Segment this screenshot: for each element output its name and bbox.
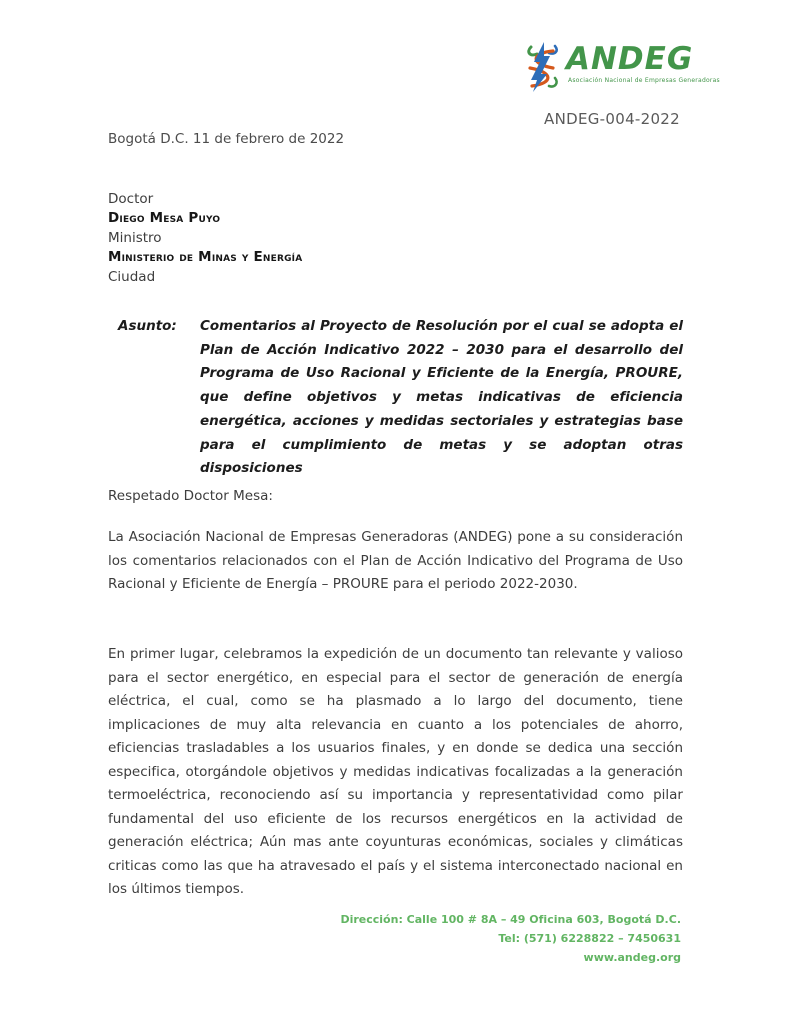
footer-block [340,910,681,967]
subject-label: Asunto: [118,318,177,334]
andeg-logo-icon [524,42,561,92]
addressee-block [108,190,302,287]
addressee-name: Diego Mesa Puyo [108,210,221,227]
salutation: Respetado Doctor Mesa: [108,488,273,504]
logo-tagline: Asociación Nacional de Empresas Generadoras [568,77,720,84]
body-paragraph-1: La Asociación Nacional de Empresas Generadoras (ANDEG) pone a su consideración los comentarios relacionados con el Plan de Acción Indicativo del Programa de Uso Racional y Eficiente de Energía – PROURE para el periodo 2022-2030. [108,529,683,592]
logo-wordmark: ANDEG [566,41,694,77]
reference-number: ANDEG-004-2022 [544,110,680,128]
footer-phone: Tel: (571) 6228822 – 7450631 [498,932,681,945]
footer-website: www.andeg.org [583,951,681,964]
addressee-organization: Ministerio de Minas y Energía [108,249,303,266]
logo-text-block [566,42,720,84]
addressee-honorific: Doctor [108,191,154,207]
subject-text: Comentarios al Proyecto de Resolución por el cual se adopta el Plan de Acción Indicativo 2022 – 2030 para el desarrollo del Programa de Uso Racional y Eficiente de la Energía, PROURE, que define objetivos y metas indicativas de eficiencia energética, acciones y medidas sectoriales y estrategias base para el cumplimiento de metas y se adoptan otras disposiciones [200,318,683,477]
addressee-title: Ministro [108,229,162,246]
andeg-logo [524,42,720,92]
subject-block [118,315,683,481]
footer-address: Dirección: Calle 100 # 8A – 49 Oficina 603, Bogotá D.C. [340,913,681,926]
body-paragraph-2: En primer lugar, celebramos la expedición de un documento tan relevante y valioso para el sector energético, en especial para el sector de generación de energía eléctrica, el cual, como se ha plasmado a lo largo del documento, tiene implicaciones de muy alta relevancia en cuanto a los potenciales de ahorro, eficiencias trasladables a los usuarios finales, y en donde se dedica una sección especifica, otorgándole objetivos y medidas indicativas focalizadas a la generación termoeléctrica, reconociendo así su importancia y representatividad como pilar fundamental del uso eficiente de los recursos energéticos en la actividad de generación eléctrica; Aún mas ante coyunturas económicas, sociales y climáticas criticas como las que ha atravesado el país y el sistema interconectado nacional en los últimos tiempos. [108,646,683,897]
addressee-city: Ciudad [108,268,156,285]
date-line: Bogotá D.C. 11 de febrero de 2022 [108,131,345,147]
